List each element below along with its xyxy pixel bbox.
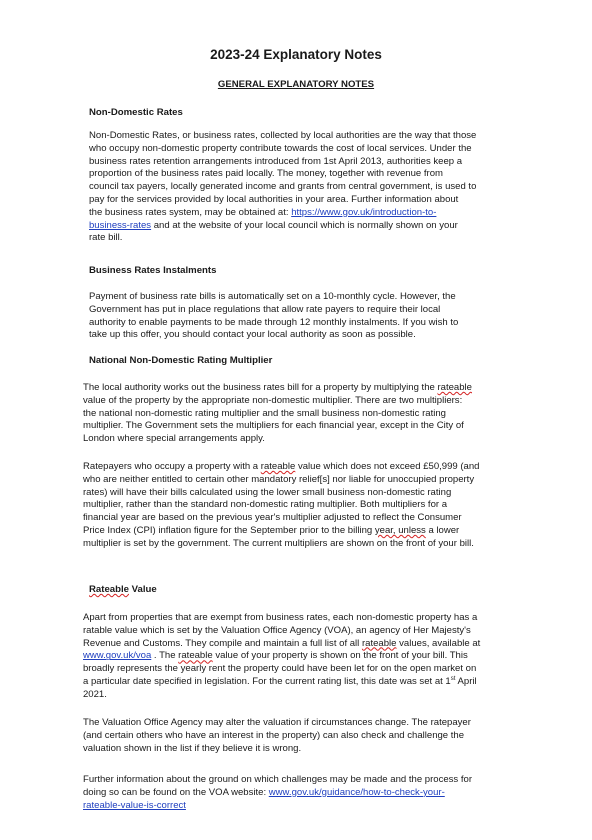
text-line: authority to enable payments to be made through 12 monthly instalments. If you wish to	[89, 316, 459, 328]
text-segment: value which does not exceed £50,999 (and	[295, 461, 480, 472]
text-line: ratable value which is set by the Valuation Office Agency (VOA), an agency of Her Majesty's	[83, 624, 471, 636]
text-line	[89, 220, 476, 233]
business-rates-link-continued[interactable]: business-rates	[89, 219, 152, 231]
text-segment: . The	[151, 650, 179, 662]
text-line: multiplier is set by the government. The current multipliers are shown on the front of your bill.	[83, 537, 474, 549]
document-subtitle: GENERAL EXPLANATORY NOTES	[217, 79, 375, 90]
text-line: Government has put in place regulations that allow rate payers to require their local	[89, 303, 441, 315]
spelling-flag: Rateable	[89, 584, 129, 595]
text-line: who are neither entitled to certain other mandatory relief[s] nor liable for unoccupied property	[83, 473, 475, 485]
text-line	[83, 676, 480, 689]
heading-rateable-value	[89, 584, 157, 595]
spelling-flag: rateable	[260, 461, 296, 472]
text-segment: April	[455, 675, 477, 687]
text-line: the national non-domestic rating multiplier and the small business non-domestic rating	[83, 407, 446, 419]
voa-link[interactable]: www.gov.uk/voa	[83, 650, 152, 662]
paragraph-rateable-value-2	[83, 717, 471, 755]
text-line: who occupy non-domestic property contribute towards the cost of local services. Under the	[89, 142, 472, 154]
paragraph-multiplier-1	[83, 382, 472, 446]
text-line	[83, 461, 479, 474]
text-line	[83, 800, 472, 813]
text-line: Non-Domestic Rates, or business rates, collected by local authorities are the way that those	[89, 130, 477, 141]
text-line: financial year are based on the previous year's multiplier adjusted to reflect the Consumer	[83, 512, 462, 524]
text-line: London where special arrangements apply.	[83, 433, 265, 445]
voa-guidance-link[interactable]: www.gov.uk/guidance/how-to-check-your-	[268, 786, 445, 798]
spelling-flag: rateable	[178, 650, 213, 662]
paragraph-non-domestic-rates	[89, 130, 476, 245]
heading-instalments: Business Rates Instalments	[89, 265, 217, 276]
text-segment: doing so can be found on the VOA website:	[83, 786, 269, 798]
text-line: business rates retention arrangements introduced from 1st April 2013, authorities keep a	[89, 155, 463, 167]
document-title: 2023-24 Explanatory Notes	[210, 47, 382, 62]
grammar-flag: year, unless	[374, 524, 426, 536]
text-line: The Valuation Office Agency may alter the valuation if circumstances change. The ratepayer	[83, 717, 471, 728]
text-segment: a particular date specified in legislation. For the current rating list, this date was set at 1	[83, 675, 451, 687]
text-line	[83, 638, 480, 651]
voa-guidance-link-continued[interactable]: rateable-value-is-correct	[83, 799, 186, 811]
text-line	[83, 382, 472, 395]
text-segment: Price Index (CPI) inflation figure for the September prior to the billing	[83, 524, 375, 536]
spelling-flag: rateable	[437, 382, 472, 393]
paragraph-instalments	[89, 291, 458, 342]
text-line	[83, 525, 479, 538]
business-rates-link[interactable]: https://www.gov.uk/introduction-to-	[291, 206, 437, 218]
text-line: pay for the services provided by local authorities in your area. Further information about	[89, 193, 459, 205]
heading-non-domestic-rates: Non-Domestic Rates	[89, 107, 183, 118]
text-line: rates) will have their bills calculated using the lower small business non-domestic rating	[83, 486, 452, 498]
text-segment: a lower	[425, 524, 460, 536]
text-segment: Revenue and Customs. They compile and maintain a full list of all	[83, 637, 362, 649]
text-line: proportion of the business rates paid locally. The money, together with revenue from	[89, 168, 443, 180]
text-line: Apart from properties that are exempt from business rates, each non-domestic property has a	[83, 612, 478, 623]
text-segment: Value	[129, 584, 157, 595]
heading-multiplier: National Non-Domestic Rating Multiplier	[89, 355, 273, 366]
text-segment: The local authority works out the business rates bill for a property by multiplying the	[83, 382, 438, 393]
text-line: multiplier. The Government sets the multipliers for each financial year, except in the City of	[83, 420, 464, 432]
text-line: valuation shown in the list if they believe it is wrong.	[83, 742, 302, 754]
text-line: (and certain others who have an interest in the property) can also check and challenge the	[83, 729, 465, 741]
paragraph-multiplier-2	[83, 461, 479, 551]
text-line	[89, 207, 476, 220]
text-line: council tax payers, locally generated income and grants from central government, is used to	[89, 181, 477, 193]
text-segment: value of your property is shown on the front of your bill. This	[212, 650, 468, 662]
text-line: Further information about the ground on which challenges may be made and the process for	[83, 774, 472, 785]
text-line: broadly represents the yearly rent the property could have been let for on the open market on	[83, 663, 477, 675]
text-segment: Ratepayers who occupy a property with a	[83, 461, 261, 472]
spelling-flag: rateable	[361, 637, 397, 649]
text-line: take up this offer, you should contact your local authority as soon as possible.	[89, 329, 416, 341]
superscript: st	[450, 675, 456, 682]
text-line	[83, 650, 480, 663]
text-line: multiplier, rather than the standard non-domestic rating multiplier. Both multipliers for a	[83, 499, 448, 511]
text-segment: and at the website of your local council which is normally shown on your	[151, 219, 458, 231]
text-segment: values, available at	[396, 637, 481, 649]
text-line	[83, 787, 472, 800]
text-line: rate bill.	[89, 232, 123, 244]
paragraph-rateable-value-3	[83, 774, 472, 812]
paragraph-rateable-value-1	[83, 612, 480, 702]
text-line: value of the property by the appropriate non-domestic multiplier. There are two multipliers:	[83, 394, 463, 406]
text-line: 2021.	[83, 688, 107, 700]
text-segment: the business rates system, may be obtained at:	[89, 206, 292, 218]
text-line: Payment of business rate bills is automatically set on a 10-monthly cycle. However, the	[89, 291, 456, 302]
